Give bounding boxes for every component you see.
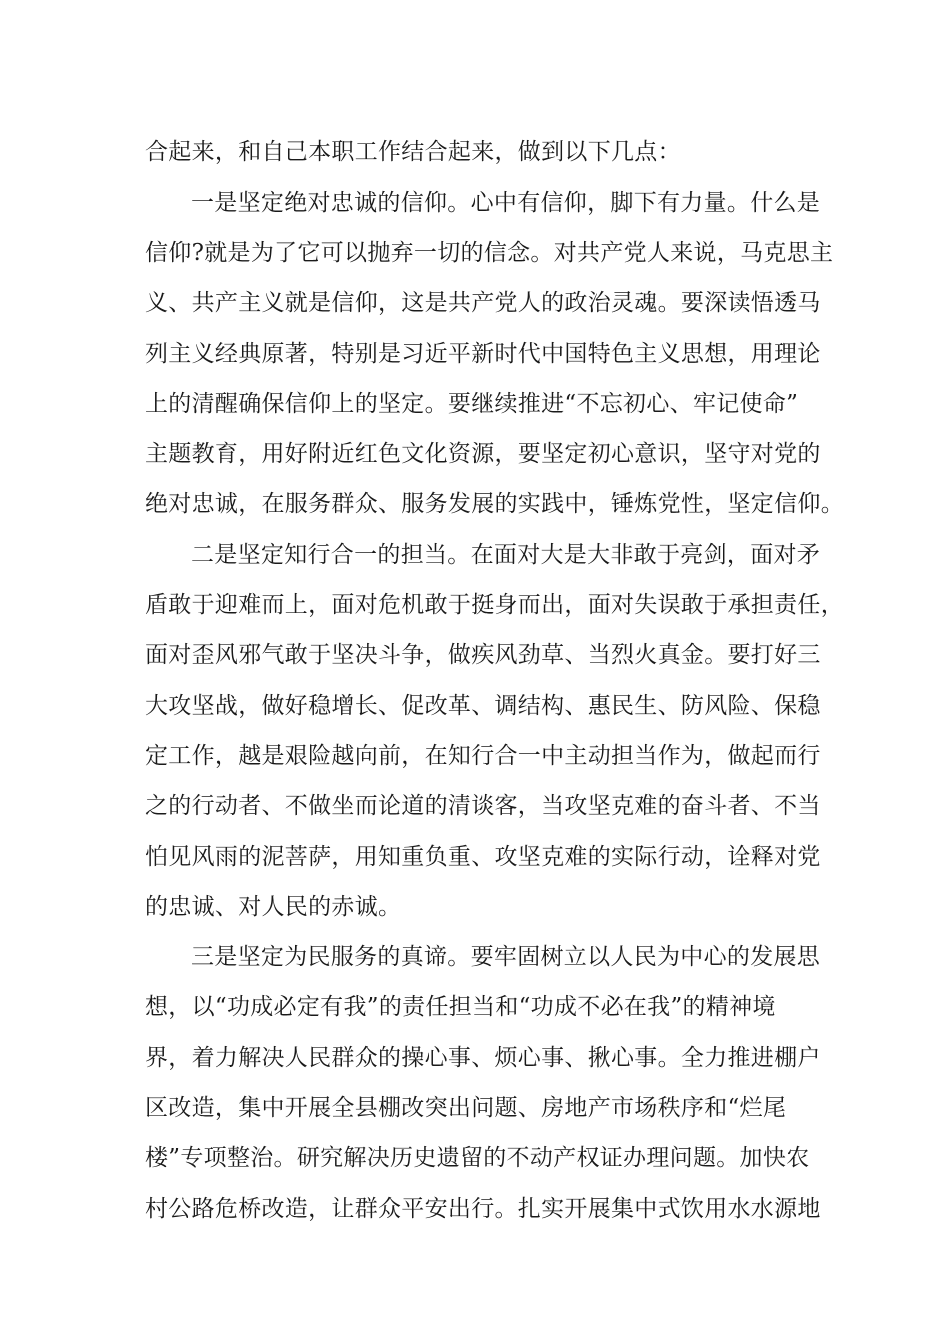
text-line: 定工作，越是艰险越向前，在知行合一中主动担当作为，做起而行 [145,743,821,769]
text-line: 之的行动者、不做坐而论道的清谈客，当攻坚克难的奋斗者、不当 [145,793,821,819]
text-line: 上的清醒确保信仰上的坚定。要继续推进“不忘初心、牢记使命” [145,391,799,417]
text-line: 大攻坚战，做好稳增长、促改革、调结构、惠民生、防风险、保稳 [145,693,821,719]
text-line: 的忠诚、对人民的赤诚。 [145,894,402,920]
text-line: 合起来，和自己本职工作结合起来，做到以下几点： [145,139,681,165]
text-line: 绝对忠诚，在服务群众、服务发展的实践中，锤炼党性，坚定信仰。 [145,491,844,517]
text-line: 楼”专项整治。研究解决历史遗留的不动产权证办理问题。加快农 [145,1145,810,1171]
text-line: 想，以“功成必定有我”的责任担当和“功成不必在我”的精神境 [145,994,776,1020]
paragraph-2-first-line: 二是坚定知行合一的担当。在面对大是大非敢于亮剑，面对矛 [191,542,821,568]
text-line: 主题教育，用好附近红色文化资源，要坚定初心意识，坚守对党的 [145,441,821,467]
text-line: 界，着力解决人民群众的操心事、烦心事、揪心事。全力推进棚户 [145,1045,821,1071]
text-line: 盾敢于迎难而上，面对危机敢于挺身而出，面对失误敢于承担责任， [145,592,844,618]
text-line: 村公路危桥改造，让群众平安出行。扎实开展集中式饮用水水源地 [145,1196,821,1222]
text-line: 怕见风雨的泥菩萨，用知重负重、攻坚克难的实际行动，诠释对党 [145,844,821,870]
text-line: 区改造，集中开展全县棚改突出问题、房地产市场秩序和“烂尾 [145,1095,787,1121]
text-line: 面对歪风邪气敢于坚决斗争，做疾风劲草、当烈火真金。要打好三 [145,642,821,668]
paragraph-1-first-line: 一是坚定绝对忠诚的信仰。心中有信仰，脚下有力量。什么是 [191,190,821,216]
text-line: 信仰?就是为了它可以抛弃一切的信念。对共产党人来说，马克思主 [145,240,834,266]
paragraph-3-first-line: 三是坚定为民服务的真谛。要牢固树立以人民为中心的发展思 [191,944,821,970]
text-line: 义、共产主义就是信仰，这是共产党人的政治灵魂。要深读悟透马 [145,290,821,316]
text-line: 列主义经典原著，特别是习近平新时代中国特色主义思想，用理论 [145,341,821,367]
